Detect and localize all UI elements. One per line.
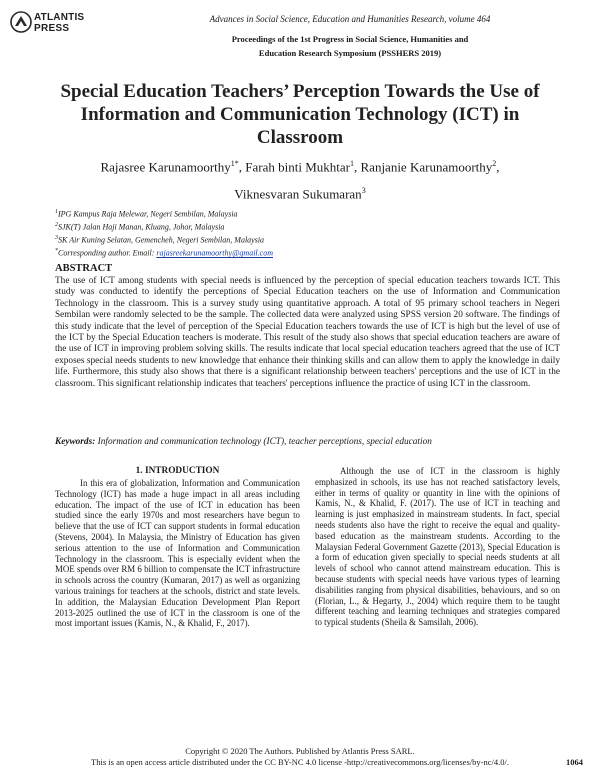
abstract-body: The use of ICT among students with special needs is influenced by the perception of special education teachers towards ICT. This study was conducted to identify the perceptions of Special Education teachers on the use of Information and Communication Technology in the classroom. This is a survey study using quantitative approach. A total of 95 primary school teachers in Negeri Sembilan were randomly selected to be the sample. The collected data were analyzed using SPSS version 20 software. The findings of this study indicate that the level of perception of the Special Education teachers towards the use of ICT is high but the level of use of the ICT by the Special Education teachers is moderate. This result of the study also shows that special education teachers are aware of the use of ICT in improving problem solving skills. The results indicate that local special education teachers agreed that the use of ICT exposes special needs students to new knowledge that enhance their thinking skills and can allow them to apply the knowledge in daily life. Furthermore, this study also shows that there is a significant relationship between teachers' perceptions and the use of ICT in the classroom. This significant relationship indicates that teachers' perceptions influence the practice of using ICT in the classroom.	[55, 276, 560, 389]
affiliation-item	[55, 220, 475, 233]
proceedings-line2: Education Research Symposium (PSSHERS 2019)	[258, 48, 442, 58]
corresponding-label: Corresponding author. Email:	[58, 249, 157, 259]
paper-title: Special Education Teachers’ Perception Towards the Use of Information and Communication Technology (ICT) in Classroom	[60, 81, 540, 148]
affiliations	[55, 207, 475, 260]
proceedings-line1: Proceedings of the 1st Progress in Social Science, Humanities and	[231, 34, 469, 44]
abstract-heading: ABSTRACT	[55, 263, 113, 274]
author-separator: ,	[238, 159, 246, 175]
author-marker: 3	[361, 186, 366, 196]
corresponding-author	[55, 246, 475, 259]
author-marker: 2	[492, 159, 497, 168]
author-list	[40, 152, 560, 207]
keywords-label: Keywords:	[55, 437, 96, 447]
author-name: Ranjanie Karunamoorthy	[360, 159, 493, 175]
author-marker: 1*	[230, 159, 239, 168]
corresponding-email-link[interactable]: rajasreekarunamoorthy@gmail.com	[156, 249, 273, 259]
publisher-logo	[10, 10, 90, 40]
keywords	[55, 436, 560, 448]
publisher-name-line1: ATLANTIS	[34, 12, 85, 23]
introduction-column-left: In this era of globalization, Information and Communication Technology (ICT) has made a huge impact in all areas including education. The impact of the use of ICT in education has been studied since the early 1970s and most researchers have begun to believe that the use of ICT can support students in formal education (Stevens, 2004). In Malaysia, the Ministry of Education has given serious attention to the use of Information and Communication Technology in the classroom. This is especially evident when the MOE spends over RM 6 billion to compensate the ICT infrastructure in schools across the country (Kumaran, 2017) as well as organizing various trainings for teachers at the schools, district and state levels. In addition, the Malaysian Education Development Plan Report 2013-2025 outlined the use of ICT in the classroom is one of the most important issues (Kamis, N., & Khalid, F., 2017).	[55, 478, 300, 629]
author-separator: ,	[354, 159, 361, 175]
copyright-notice: Copyright © 2020 The Authors. Published by Atlantis Press SARL.	[185, 746, 415, 756]
journal-name: Advances in Social Science, Education and Humanities Research, volume 464	[209, 14, 491, 24]
author-separator: ,	[496, 159, 500, 175]
introduction-column-right: Although the use of ICT in the classroom is highly emphasized in schools, its use has not reached satisfactory levels, either in terms of quality or quantity in line with the opinions of Kamis, N., & Khalid, F. (2017). The use of ICT in teaching and learning is just emphasized in mainstream students. In fact, special needs students also have the right to receive the equal and quality-based education as the mainstream students. According to the Malaysian Federal Government Gazette (2013), Special Education is a form of education given specially to special needs students at all levels of school who cannot attend mainstream education. This is because students with special needs have various types of learning disabilities ranging from physical disabilities, behaviours, and so on (Florian, L., & Hegarty, J., 2004) which require them to be taught different teaching and learning techniques and strategies compared to typical students (Sheila & Samsilah, 2006).	[315, 466, 560, 628]
affiliation-marker: 1	[55, 209, 58, 215]
affiliation-text: SK Air Kuning Selatan, Gemencheh, Negeri Sembilan, Malaysia	[58, 235, 265, 245]
author-marker: 1	[350, 159, 354, 168]
affiliation-text: IPG Kampus Raja Melewar, Negeri Sembilan, Malaysia	[58, 209, 238, 219]
license-notice: This is an open access article distributed under the CC BY-NC 4.0 license -http://creativecommons.org/licenses/by-nc/4.0/.	[91, 757, 509, 767]
publisher-name-line2: PRESS	[34, 23, 70, 34]
affiliation-item	[55, 233, 475, 246]
author-name: Farah binti Mukhtar	[245, 159, 350, 175]
keywords-text: Information and communication technology (ICT), teacher perceptions, special education	[95, 437, 432, 447]
page-number: 1064	[566, 757, 583, 767]
atlantis-press-logo-icon	[10, 11, 32, 33]
author-name: Rajasree Karunamoorthy	[100, 159, 231, 175]
affiliation-marker: 2	[55, 222, 58, 229]
affiliation-item	[55, 207, 475, 220]
affiliation-text: SJK(T) Jalan Haji Manan, Kluang, Johor, Malaysia	[58, 222, 225, 232]
affiliation-marker: 3	[55, 235, 58, 242]
author-name: Viknesvaran Sukumaran	[234, 186, 362, 202]
corresponding-marker: *	[55, 248, 58, 255]
introduction-heading: 1. INTRODUCTION	[135, 466, 220, 476]
